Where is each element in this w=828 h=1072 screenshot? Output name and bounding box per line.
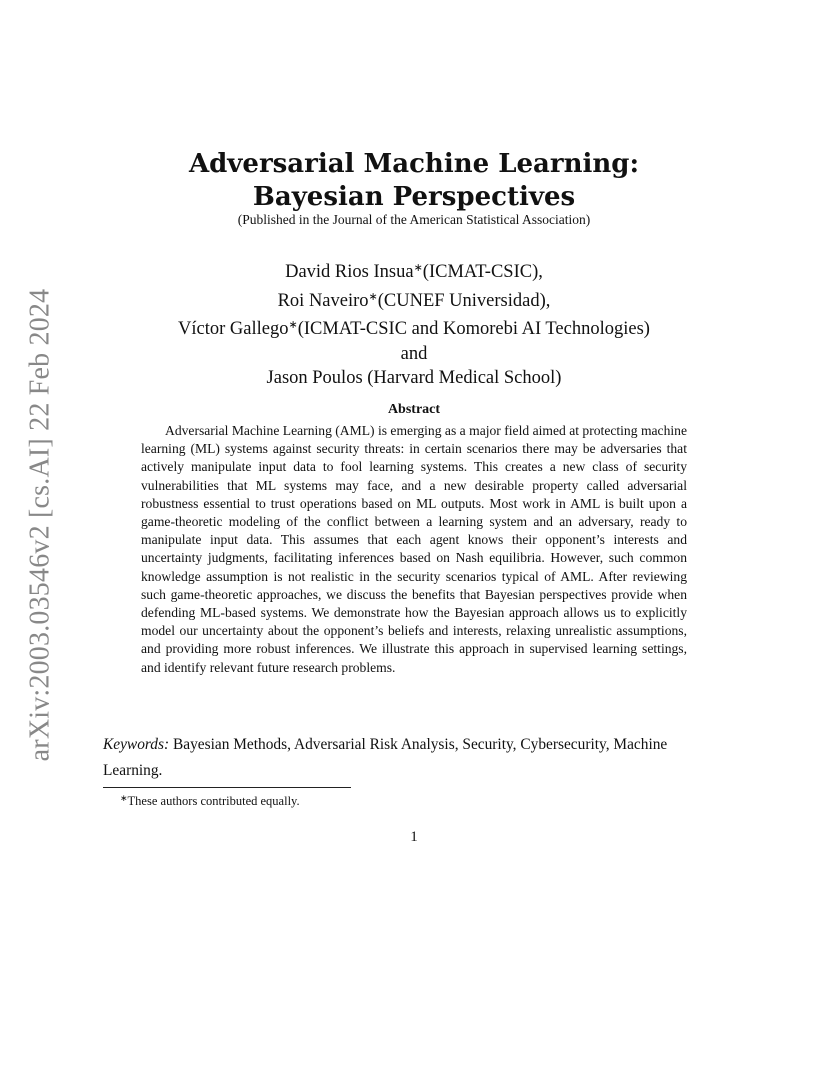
publication-note: (Published in the Journal of the American Statistical Association) [237,212,591,227]
arxiv-identifier-text: arXiv:2003.03546v2 [cs.AI] 22 Feb 2024 [24,288,55,762]
abstract-heading: Abstract [387,402,441,417]
author-line [100,285,728,314]
footnote-text: These authors contributed equally. [127,794,300,808]
author-affiliation: (ICMAT-CSIC), [422,262,543,282]
keywords-list: Bayesian Methods, Adversarial Risk Analysis, Security, Cybersecurity, Machine Learning. [103,736,668,779]
footnote [120,790,300,809]
footnote-mark: ∗ [120,793,128,803]
author-line [100,256,728,285]
keywords-label: Keywords: [103,736,170,753]
abstract-body: Adversarial Machine Learning (AML) is emerging as a major field aimed at protecting machine learning (ML) systems against security threats: in certain scenarios there may be adversaries that actively manipulate input data to fool learning systems. This creates a new class of security vulnerabilities that ML systems may face, and a new desirable property called adversarial robustness essential to trust operations based on ML outputs. Most work in AML is built upon a game-theoretic modeling of the conflict between a learning system and an adversary, ready to manipulate input data. This assumes that each agent knows their opponent’s interests and uncertainty judgments, facilitating inferences based on Nash equilibria. However, such common knowledge assumption is not realistic in the security scenarios typical of AML. After reviewing such game-theoretic approaches, we discuss the benefits that Bayesian perspectives provide when defending ML-based systems. We demonstrate how the Bayesian approach allows us to explicitly model our uncertainty about the opponent’s beliefs and interests, relaxing unrealistic assumptions, and providing more robust inferences. We illustrate this approach in supervised learning settings, and identify relevant future research problems. [141,423,687,675]
paper-title [100,148,728,214]
last-author-line: Jason Poulos (Harvard Medical School) [266,368,562,388]
equal-contribution-mark: ∗ [288,319,298,331]
author-name: David Rios Insua [285,262,414,282]
author-conjunction: and [400,343,428,364]
page-number: 1 [410,829,418,845]
author-list [100,256,728,391]
paper-title-line-2: Bayesian Perspectives [252,182,576,212]
author-affiliation: (ICMAT-CSIC and Komorebi AI Technologies) [297,319,650,339]
keywords-paragraph [103,732,727,784]
footnote-divider [103,787,351,788]
author-name: Víctor Gallego [178,319,289,339]
author-affiliation: (CUNEF Universidad), [377,290,551,311]
arxiv-identifier-stamp [20,288,60,762]
equal-contribution-mark: ∗ [413,262,423,274]
equal-contribution-mark: ∗ [368,290,378,303]
author-name: Roi Naveiro [277,290,369,311]
paper-title-line-1: Adversarial Machine Learning: [188,149,640,179]
author-line [100,313,728,342]
